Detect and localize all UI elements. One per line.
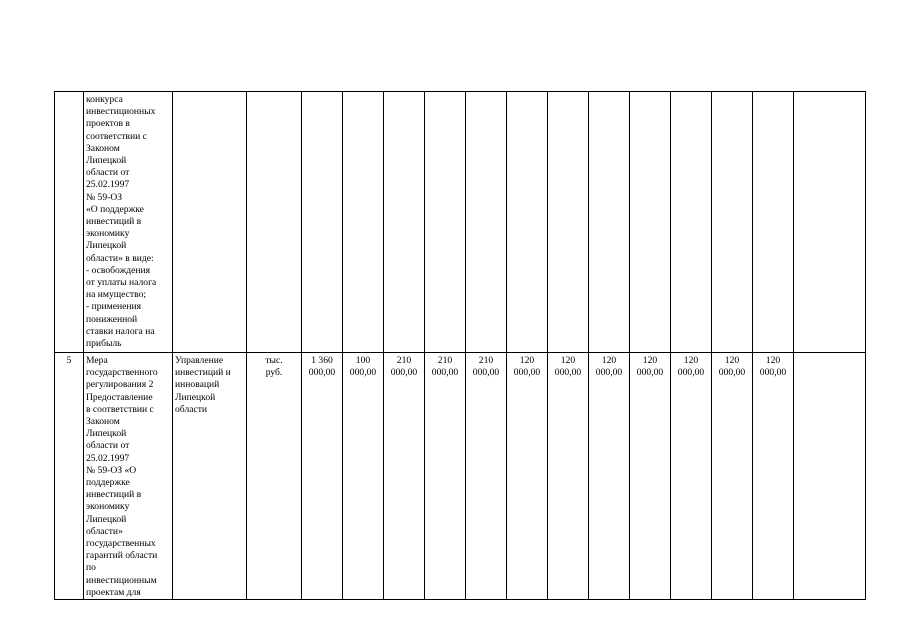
description-cell: конкурса инвестиционных проектов в соответствии с Законом Липецкой области от 25.02.1997 № 59-ОЗ «О поддержке инвестиций в экономику Липецкой области» в виде: - освобождения от уплаты налога на имущество; - применения пониженной ставки налога на прибыль	[84, 92, 173, 353]
value-cell	[589, 92, 630, 353]
value-cell	[548, 92, 589, 353]
unit-cell: тыс. руб.	[247, 353, 302, 600]
value-cell	[302, 92, 343, 353]
value-cell	[712, 92, 753, 353]
value-cell: 210 000,00	[425, 353, 466, 600]
value-cell: 210 000,00	[384, 353, 425, 600]
value-cell: 120 000,00	[630, 353, 671, 600]
value-cell: 120 000,00	[507, 353, 548, 600]
unit-cell	[247, 92, 302, 353]
program-table	[54, 91, 866, 600]
value-cell: 120 000,00	[753, 353, 794, 600]
number-cell	[55, 92, 84, 353]
value-cell: 120 000,00	[548, 353, 589, 600]
value-cell: 210 000,00	[466, 353, 507, 600]
number-cell: 5	[55, 353, 84, 600]
description-cell: Мера государственного регулирования 2 Предоставление в соответствии с Законом Липецкой области от 25.02.1997 № 59-ОЗ «О поддержке инвестиций в экономику Липецкой области» государственных гарантий области по инвестиционным проектам для	[84, 353, 173, 600]
value-cell	[466, 92, 507, 353]
value-cell	[425, 92, 466, 353]
responsible-cell: Управление инвестиций и инноваций Липецкой области	[173, 353, 247, 600]
note-cell	[794, 92, 866, 353]
responsible-cell	[173, 92, 247, 353]
value-cell	[507, 92, 548, 353]
value-cell: 120 000,00	[712, 353, 753, 600]
value-cell: 100 000,00	[343, 353, 384, 600]
value-cell	[753, 92, 794, 353]
value-cell	[384, 92, 425, 353]
value-cell	[343, 92, 384, 353]
note-cell	[794, 353, 866, 600]
value-cell: 120 000,00	[589, 353, 630, 600]
value-cell: 1 360 000,00	[302, 353, 343, 600]
value-cell	[630, 92, 671, 353]
table-row	[55, 353, 866, 600]
table-row	[55, 92, 866, 353]
value-cell	[671, 92, 712, 353]
value-cell: 120 000,00	[671, 353, 712, 600]
